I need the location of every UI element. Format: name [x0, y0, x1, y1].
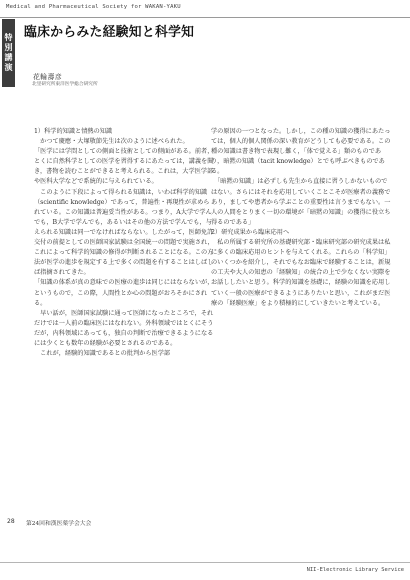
author-affiliation: 北里研究所東洋医学総合研究所: [32, 82, 98, 87]
paragraph: 学の原因の一つとなった。しかし，この種の知識の獲得にあたっては，個人的個人関係の深い教育がどうしても必要である。この種の知識は書き物で表現し難く，「体で覚える」類のものであり，暗黙の知識（tacit knowledge）とでも呼ぶべきものである。: [211, 128, 391, 176]
paragraph: 早い話が，医師国家試験に通って医師になったところで，それだけでは一人前の臨床医にはなれない。外科領域ではとくにそうだが，内科領域にあっても，独自の判断で治療できるようになるには少くとも数年の経験が必要とされるのである。: [34, 309, 214, 347]
section-heading: 2）研究成果から臨床応用へ: [211, 228, 290, 236]
paragraph: 「知識の体系が真の意味での医療の進歩は同じにはならないが，というもので，この際，人間性とか心の問題がおろそかにされる。: [34, 279, 214, 307]
paragraph: このように下段によって得られる知識は，いわば科学的知識（scientific knowledge）であって，普遍性・再現性が求められている。この知識は普遍妥当性がある。つまり，A大学で学んでも，B大学で学んでも，あるいはその他の方法で学んでも，与えられる知識は同一でなければならない。したがって，医師免許交付の前提としての医師国家試験は全国統一の問題で実施され，これによって科学的知識の修得が判断されることになる。この方法が医学の進歩を規定する上で多くの問題を有することはしばしば指摘されてきた。: [34, 188, 214, 277]
paragraph: 「暗黙の知識」は必ずしも先生から直接に習うしかないものではない。さらにはそれを応用していくことこそが医療者の義務であり，ましてや患者から学ぶことの重要性は言うまでもない。一人の人間をとりまく一切の環境が「暗黙の知識」の獲得に役立ち得るのである」: [211, 178, 391, 226]
body-column-left: [34, 127, 214, 359]
author-name: 花輪壽彦: [33, 73, 63, 81]
paragraph: これが，経験的知識であるとの批判から医学部: [34, 350, 171, 358]
paragraph: 「医学には学問としての側面と技術としての側面がある。前者，とくに自然科学としての医学を習得するにあたっては，講義を聞き，書物を読むことができると考えられる。これは，大学医学部や医科大学などで系統的に与えられている。: [34, 148, 214, 186]
header-divider: [0, 17, 410, 18]
paragraph: 私の所属する研究所の基礎研究部・臨床研究部の研究成果は私に多くの臨床応用のヒントを与えてくれる。これらの「科学知」のいくつかを紹介し，それでもなお臨床で経験することは，新規の工夫や大人の知恵の「経験知」の統合の上で少なくない実際をお話ししたいと思う。科学的知識を基礎に，経験の知識を応用していく一般の医療ができるようにありたいと思い，これがまだ医療の「経験医療」をより積極的にしていきたいと考えている。: [211, 239, 391, 307]
section-heading: 1）科学的知識と情熱の知識: [34, 128, 113, 135]
conference-name: 第24回和漢医薬学会大会: [26, 521, 92, 527]
section-label: 特別講演: [4, 33, 13, 73]
page-number: 28: [7, 518, 15, 525]
paragraph: かつて慶應・大塚敬節先生は次のように述べられた。: [34, 138, 189, 146]
footer-divider: [0, 562, 410, 563]
section-badge: [2, 19, 15, 87]
library-service-label: NII-Electronic Library Service: [306, 567, 404, 573]
body-column-right: [211, 127, 393, 309]
article-title: 臨床からみた経験知と科学知: [24, 25, 195, 40]
journal-header: Medical and Pharmaceutical Society for WAKAN-YAKU: [6, 4, 181, 10]
